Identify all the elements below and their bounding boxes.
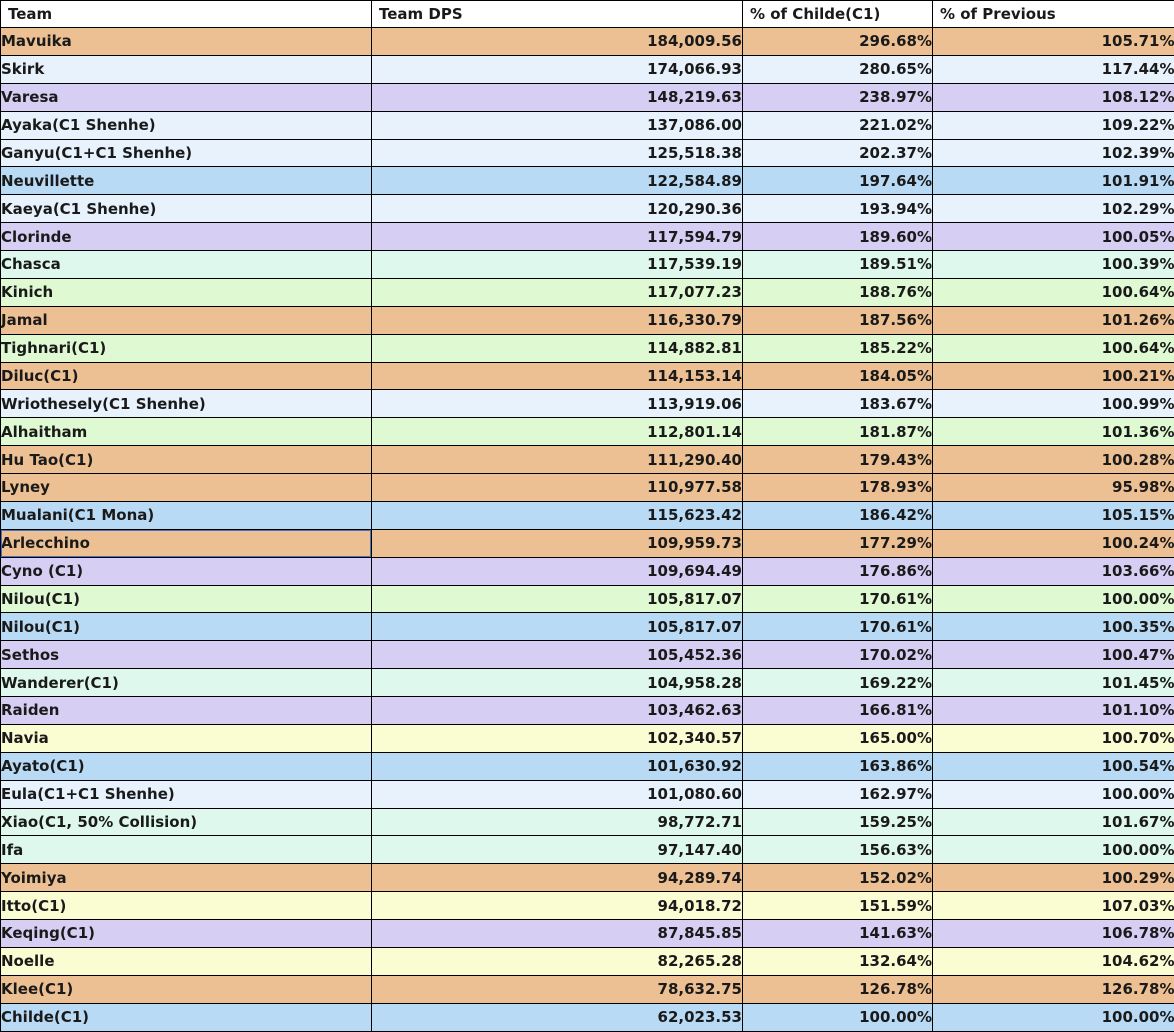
pct-childe-cell[interactable]: 189.51% — [743, 251, 933, 279]
team-dps-cell[interactable]: 109,959.73 — [372, 529, 743, 557]
table-row — [1, 641, 1174, 669]
team-dps-cell[interactable]: 114,882.81 — [372, 334, 743, 362]
pct-previous-cell[interactable]: 104.62% — [933, 947, 1174, 975]
team-cell[interactable]: Kaeya(C1 Shenhe) — [1, 195, 372, 223]
team-dps-cell[interactable]: 148,219.63 — [372, 83, 743, 111]
team-dps-cell[interactable]: 62,023.53 — [372, 1003, 743, 1031]
pct-previous-cell[interactable]: 101.26% — [933, 306, 1174, 334]
pct-childe-cell[interactable]: 151.59% — [743, 892, 933, 920]
team-cell[interactable]: Eula(C1+C1 Shenhe) — [1, 780, 372, 808]
team-cell[interactable]: Kinich — [1, 278, 372, 306]
pct-previous-cell[interactable]: 101.36% — [933, 418, 1174, 446]
team-dps-cell[interactable]: 113,919.06 — [372, 390, 743, 418]
team-dps-cell[interactable]: 102,340.57 — [372, 724, 743, 752]
table-row — [1, 223, 1174, 251]
team-cell[interactable]: Xiao(C1, 50% Collision) — [1, 808, 372, 836]
pct-childe-cell[interactable]: 169.22% — [743, 669, 933, 697]
team-dps-cell[interactable]: 116,330.79 — [372, 306, 743, 334]
pct-childe-cell[interactable]: 170.02% — [743, 641, 933, 669]
pct-childe-cell[interactable]: 221.02% — [743, 111, 933, 139]
pct-previous-cell[interactable]: 100.05% — [933, 223, 1174, 251]
table-row — [1, 55, 1174, 83]
table-row — [1, 139, 1174, 167]
team-dps-cell[interactable]: 114,153.14 — [372, 362, 743, 390]
pct-childe-cell[interactable]: 179.43% — [743, 446, 933, 474]
column-header-team-dps[interactable]: Team DPS — [372, 1, 743, 28]
table-row — [1, 557, 1174, 585]
pct-previous-cell[interactable]: 100.00% — [933, 585, 1174, 613]
team-cell[interactable]: Alhaitham — [1, 418, 372, 446]
pct-childe-cell[interactable]: 189.60% — [743, 223, 933, 251]
team-dps-cell[interactable]: 87,845.85 — [372, 920, 743, 948]
pct-childe-cell[interactable]: 159.25% — [743, 808, 933, 836]
pct-previous-cell[interactable]: 106.78% — [933, 920, 1174, 948]
team-cell[interactable]: Jamal — [1, 306, 372, 334]
team-dps-cell[interactable]: 111,290.40 — [372, 446, 743, 474]
team-dps-cell[interactable]: 117,539.19 — [372, 251, 743, 279]
team-cell[interactable]: Ayaka(C1 Shenhe) — [1, 111, 372, 139]
team-cell[interactable]: Skirk — [1, 55, 372, 83]
team-cell[interactable]: Arlecchino — [1, 529, 372, 557]
pct-childe-cell[interactable]: 185.22% — [743, 334, 933, 362]
team-dps-cell[interactable]: 105,817.07 — [372, 585, 743, 613]
pct-previous-cell[interactable]: 107.03% — [933, 892, 1174, 920]
team-dps-cell[interactable]: 174,066.93 — [372, 55, 743, 83]
pct-childe-cell[interactable]: 187.56% — [743, 306, 933, 334]
table-row — [1, 892, 1174, 920]
team-cell[interactable]: Ayato(C1) — [1, 752, 372, 780]
header-row — [1, 1, 1174, 28]
team-dps-cell[interactable]: 97,147.40 — [372, 836, 743, 864]
team-cell[interactable]: Mavuika — [1, 28, 372, 56]
pct-childe-cell[interactable]: 163.86% — [743, 752, 933, 780]
table-row — [1, 920, 1174, 948]
pct-previous-cell[interactable]: 109.22% — [933, 111, 1174, 139]
team-dps-cell[interactable]: 104,958.28 — [372, 669, 743, 697]
team-dps-cell[interactable]: 125,518.38 — [372, 139, 743, 167]
pct-previous-cell[interactable]: 100.99% — [933, 390, 1174, 418]
table-row — [1, 83, 1174, 111]
table-row — [1, 418, 1174, 446]
team-cell[interactable]: Clorinde — [1, 223, 372, 251]
pct-previous-cell[interactable]: 100.35% — [933, 613, 1174, 641]
pct-previous-cell[interactable]: 102.39% — [933, 139, 1174, 167]
team-dps-cell[interactable]: 101,630.92 — [372, 752, 743, 780]
team-cell[interactable]: Noelle — [1, 947, 372, 975]
team-dps-cell[interactable]: 105,452.36 — [372, 641, 743, 669]
team-cell[interactable]: Childe(C1) — [1, 1003, 372, 1031]
pct-previous-cell[interactable]: 95.98% — [933, 474, 1174, 502]
table-row — [1, 474, 1174, 502]
team-cell[interactable]: Klee(C1) — [1, 975, 372, 1003]
team-cell[interactable]: Ganyu(C1+C1 Shenhe) — [1, 139, 372, 167]
table-row — [1, 752, 1174, 780]
table-row — [1, 362, 1174, 390]
pct-childe-cell[interactable]: 170.61% — [743, 585, 933, 613]
pct-childe-cell[interactable]: 126.78% — [743, 975, 933, 1003]
pct-childe-cell[interactable]: 132.64% — [743, 947, 933, 975]
table-row — [1, 334, 1174, 362]
table-row — [1, 278, 1174, 306]
pct-childe-cell[interactable]: 197.64% — [743, 167, 933, 195]
table-row — [1, 613, 1174, 641]
pct-previous-cell[interactable]: 101.67% — [933, 808, 1174, 836]
pct-previous-cell[interactable]: 100.70% — [933, 724, 1174, 752]
column-header-team[interactable]: Team — [1, 1, 372, 28]
table-row — [1, 780, 1174, 808]
pct-previous-cell[interactable]: 100.54% — [933, 752, 1174, 780]
team-cell[interactable]: Hu Tao(C1) — [1, 446, 372, 474]
team-dps-cell[interactable]: 78,632.75 — [372, 975, 743, 1003]
team-dps-cell[interactable]: 115,623.42 — [372, 501, 743, 529]
table-row — [1, 195, 1174, 223]
pct-previous-cell[interactable]: 100.64% — [933, 278, 1174, 306]
pct-previous-cell[interactable]: 100.21% — [933, 362, 1174, 390]
team-cell[interactable]: Sethos — [1, 641, 372, 669]
table-body — [1, 28, 1174, 1032]
pct-previous-cell[interactable]: 100.28% — [933, 446, 1174, 474]
table-row — [1, 251, 1174, 279]
pct-previous-cell[interactable]: 101.91% — [933, 167, 1174, 195]
team-cell[interactable]: Tighnari(C1) — [1, 334, 372, 362]
team-cell[interactable]: Raiden — [1, 697, 372, 725]
pct-childe-cell[interactable]: 238.97% — [743, 83, 933, 111]
pct-childe-cell[interactable]: 100.00% — [743, 1003, 933, 1031]
team-dps-cell[interactable]: 94,289.74 — [372, 864, 743, 892]
team-dps-cell[interactable]: 105,817.07 — [372, 613, 743, 641]
team-cell[interactable]: Nilou(C1) — [1, 585, 372, 613]
pct-childe-cell[interactable]: 170.61% — [743, 613, 933, 641]
table-row — [1, 306, 1174, 334]
team-cell[interactable]: Diluc(C1) — [1, 362, 372, 390]
team-cell[interactable]: Chasca — [1, 251, 372, 279]
pct-previous-cell[interactable]: 100.47% — [933, 641, 1174, 669]
table-row — [1, 724, 1174, 752]
pct-previous-cell[interactable]: 101.10% — [933, 697, 1174, 725]
table-row — [1, 529, 1174, 557]
team-cell[interactable]: Itto(C1) — [1, 892, 372, 920]
team-cell[interactable]: Wanderer(C1) — [1, 669, 372, 697]
pct-previous-cell[interactable]: 102.29% — [933, 195, 1174, 223]
pct-previous-cell[interactable]: 100.64% — [933, 334, 1174, 362]
pct-childe-cell[interactable]: 152.02% — [743, 864, 933, 892]
table-row — [1, 947, 1174, 975]
table-row — [1, 697, 1174, 725]
pct-previous-cell[interactable]: 100.39% — [933, 251, 1174, 279]
pct-childe-cell[interactable]: 178.93% — [743, 474, 933, 502]
table-row — [1, 808, 1174, 836]
pct-previous-cell[interactable]: 100.00% — [933, 836, 1174, 864]
team-dps-cell[interactable]: 94,018.72 — [372, 892, 743, 920]
table-row — [1, 864, 1174, 892]
pct-childe-cell[interactable]: 141.63% — [743, 920, 933, 948]
team-dps-cell[interactable]: 137,086.00 — [372, 111, 743, 139]
pct-previous-cell[interactable]: 105.15% — [933, 501, 1174, 529]
table-row — [1, 836, 1174, 864]
pct-childe-cell[interactable]: 181.87% — [743, 418, 933, 446]
pct-previous-cell[interactable]: 100.00% — [933, 780, 1174, 808]
pct-previous-cell[interactable]: 100.00% — [933, 1003, 1174, 1031]
table-row — [1, 585, 1174, 613]
team-cell[interactable]: Neuvillette — [1, 167, 372, 195]
team-cell[interactable]: Nilou(C1) — [1, 613, 372, 641]
team-cell[interactable]: Ifa — [1, 836, 372, 864]
table-row — [1, 390, 1174, 418]
pct-previous-cell[interactable]: 100.24% — [933, 529, 1174, 557]
pct-previous-cell[interactable]: 100.29% — [933, 864, 1174, 892]
team-cell[interactable]: Mualani(C1 Mona) — [1, 501, 372, 529]
column-header-pct-childe[interactable]: % of Childe(C1) — [743, 1, 933, 28]
pct-childe-cell[interactable]: 188.76% — [743, 278, 933, 306]
pct-childe-cell[interactable]: 186.42% — [743, 501, 933, 529]
pct-childe-cell[interactable]: 166.81% — [743, 697, 933, 725]
table-row — [1, 167, 1174, 195]
team-dps-cell[interactable]: 120,290.36 — [372, 195, 743, 223]
team-dps-cell[interactable]: 184,009.56 — [372, 28, 743, 56]
table-row — [1, 28, 1174, 56]
team-cell[interactable]: Yoimiya — [1, 864, 372, 892]
team-dps-cell[interactable]: 117,594.79 — [372, 223, 743, 251]
pct-previous-cell[interactable]: 126.78% — [933, 975, 1174, 1003]
team-cell[interactable]: Navia — [1, 724, 372, 752]
pct-childe-cell[interactable]: 202.37% — [743, 139, 933, 167]
table-row — [1, 501, 1174, 529]
team-dps-cell[interactable]: 109,694.49 — [372, 557, 743, 585]
team-dps-cell[interactable]: 112,801.14 — [372, 418, 743, 446]
team-dps-cell[interactable]: 82,265.28 — [372, 947, 743, 975]
pct-childe-cell[interactable]: 183.67% — [743, 390, 933, 418]
pct-previous-cell[interactable]: 117.44% — [933, 55, 1174, 83]
column-header-pct-previous[interactable]: % of Previous — [933, 1, 1174, 28]
team-dps-cell[interactable]: 122,584.89 — [372, 167, 743, 195]
pct-childe-cell[interactable]: 162.97% — [743, 780, 933, 808]
team-dps-cell[interactable]: 117,077.23 — [372, 278, 743, 306]
table-row — [1, 669, 1174, 697]
pct-childe-cell[interactable]: 193.94% — [743, 195, 933, 223]
pct-childe-cell[interactable]: 184.05% — [743, 362, 933, 390]
team-cell[interactable]: Wriothesely(C1 Shenhe) — [1, 390, 372, 418]
team-cell[interactable]: Lyney — [1, 474, 372, 502]
team-cell[interactable]: Keqing(C1) — [1, 920, 372, 948]
team-dps-cell[interactable]: 101,080.60 — [372, 780, 743, 808]
team-cell[interactable]: Cyno (C1) — [1, 557, 372, 585]
table-row — [1, 1003, 1174, 1031]
pct-previous-cell[interactable]: 101.45% — [933, 669, 1174, 697]
pct-childe-cell[interactable]: 176.86% — [743, 557, 933, 585]
table-row — [1, 111, 1174, 139]
pct-previous-cell[interactable]: 103.66% — [933, 557, 1174, 585]
team-dps-cell[interactable]: 103,462.63 — [372, 697, 743, 725]
pct-childe-cell[interactable]: 280.65% — [743, 55, 933, 83]
pct-childe-cell[interactable]: 177.29% — [743, 529, 933, 557]
team-cell[interactable]: Varesa — [1, 83, 372, 111]
pct-previous-cell[interactable]: 105.71% — [933, 28, 1174, 56]
team-dps-cell[interactable]: 110,977.58 — [372, 474, 743, 502]
table-row — [1, 975, 1174, 1003]
pct-childe-cell[interactable]: 165.00% — [743, 724, 933, 752]
pct-previous-cell[interactable]: 108.12% — [933, 83, 1174, 111]
pct-childe-cell[interactable]: 156.63% — [743, 836, 933, 864]
table-row — [1, 446, 1174, 474]
team-dps-cell[interactable]: 98,772.71 — [372, 808, 743, 836]
pct-childe-cell[interactable]: 296.68% — [743, 28, 933, 56]
